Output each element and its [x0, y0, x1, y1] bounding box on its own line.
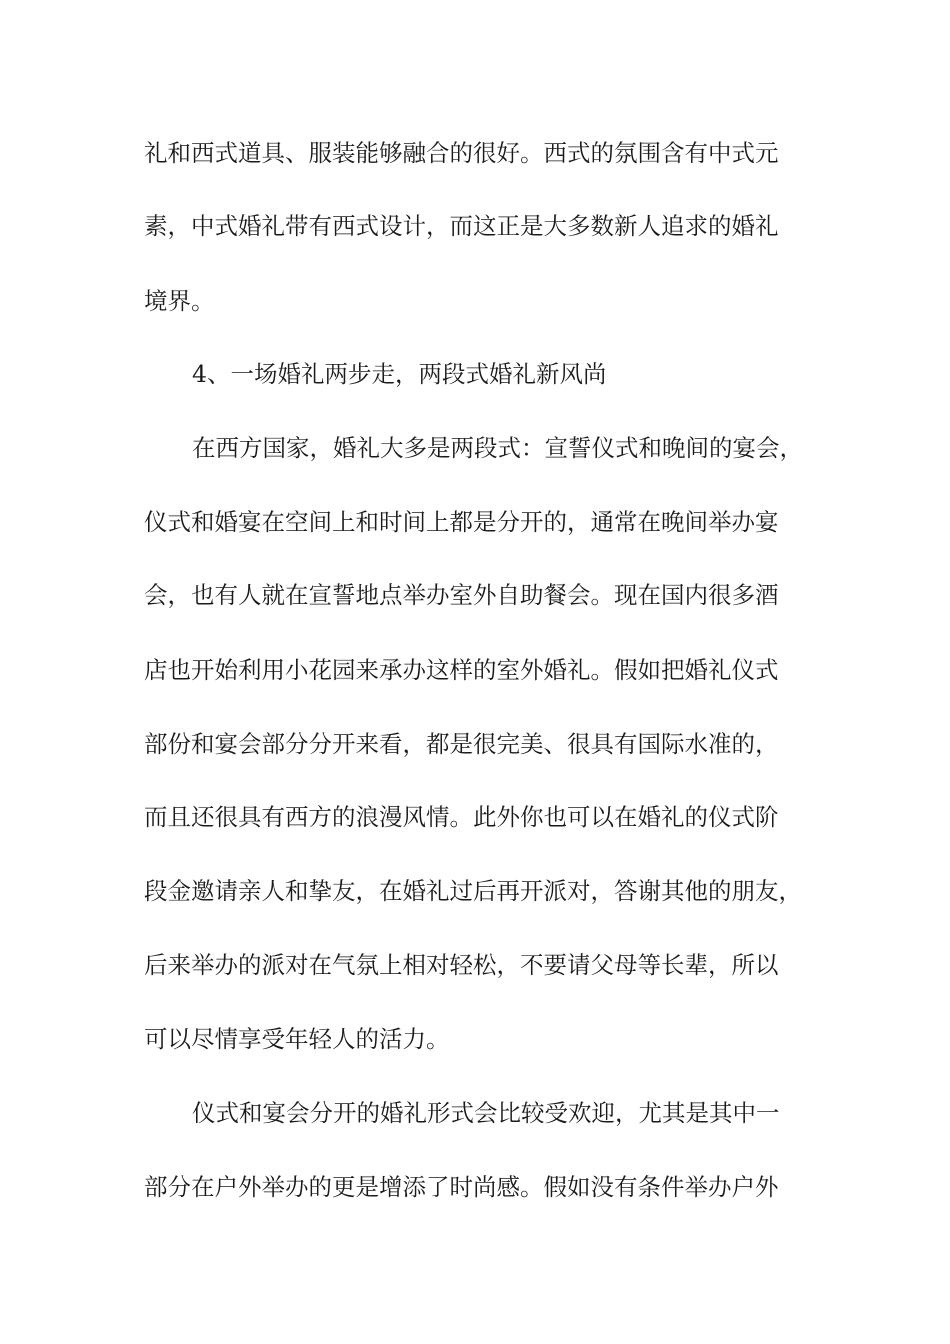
text-line: 而且还很具有西方的浪漫风情。此外你也可以在婚礼的仪式阶: [144, 803, 779, 831]
text-line: 部份和宴会部分分开来看，都是很完美、很具有国际水准的，: [144, 730, 779, 758]
text-line: 会，也有人就在宣誓地点举办室外自助餐会。现在国内很多酒: [144, 581, 779, 609]
text-line: 素，中式婚礼带有西式设计，而这正是大多数新人追求的婚礼: [144, 212, 779, 240]
text-line: 后来举办的派对在气氛上相对轻松，不要请父母等长辈，所以: [144, 951, 779, 979]
text-line: 仪式和婚宴在空间上和时间上都是分开的，通常在晚间举办宴: [144, 508, 779, 536]
text-line: 可以尽情享受年轻人的活力。: [144, 1025, 450, 1053]
text-line: 段金邀请亲人和挚友，在婚礼过后再开派对，答谢其他的朋友，: [144, 877, 802, 905]
text-line: 礼和西式道具、服装能够融合的很好。西式的氛围含有中式元: [144, 139, 779, 167]
text-line: 在西方国家，婚礼大多是两段式：宣誓仪式和晚间的宴会，: [192, 434, 803, 462]
text-line: 部分在户外举办的更是增添了时尚感。假如没有条件举办户外: [144, 1173, 779, 1201]
text-line: 境界。: [144, 287, 215, 315]
text-line: 仪式和宴会分开的婚礼形式会比较受欢迎，尤其是其中一: [192, 1099, 780, 1127]
text-line: 店也开始利用小花园来承办这样的室外婚礼。假如把婚礼仪式: [144, 656, 779, 684]
section-heading: 4、一场婚礼两步走，两段式婚礼新风尚: [192, 360, 607, 388]
